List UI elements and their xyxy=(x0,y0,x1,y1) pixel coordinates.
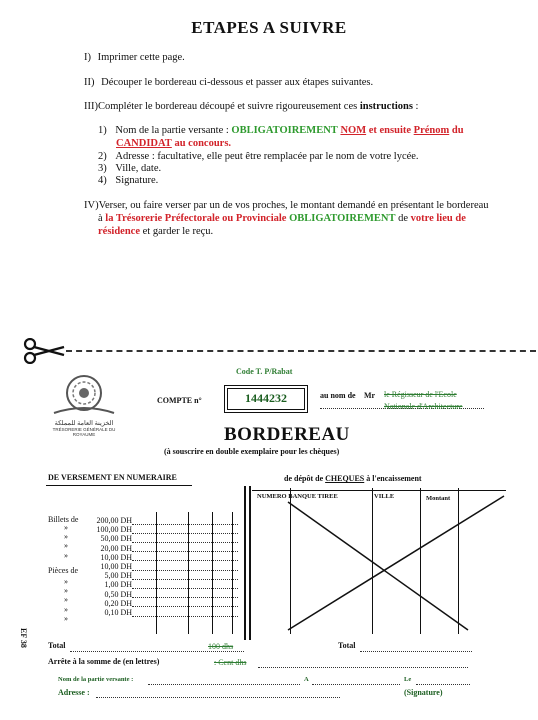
denomination: 10,00 DH xyxy=(100,552,132,562)
item-2-num: 2) xyxy=(98,151,107,162)
code-tp: Code T. P/Rabat xyxy=(236,367,293,376)
nom-partie-dots[interactable] xyxy=(148,684,300,685)
dashed-line xyxy=(66,350,536,352)
denomination: 200,00 DH xyxy=(96,516,132,525)
item-2-text: Adresse : facultative, elle peut être remplacée par le nom de votre lycée. xyxy=(115,151,419,162)
versement-text: DE VERSEMENT EN NUMERAIRE xyxy=(48,473,177,482)
depot-text-c: à l'encaissement xyxy=(364,474,422,483)
section-separator-left xyxy=(244,486,246,640)
ditto-5: » xyxy=(64,577,68,586)
item-4-text: Signature. xyxy=(115,175,159,186)
step-4-num: IV) xyxy=(84,200,99,211)
grid-row xyxy=(132,570,238,571)
step-2 xyxy=(84,76,373,89)
grid-row xyxy=(132,579,238,580)
item-1-num: 1) xyxy=(98,125,107,136)
le-label: Le xyxy=(404,676,412,683)
step-3-instructions: instructions xyxy=(359,101,413,112)
nom-partie-label: Nom de la partie versante : xyxy=(58,676,134,683)
step-4-tresorerie: la Trésorerie Préfectorale ou Provinciale xyxy=(105,213,287,224)
step-4-text-h: et garder le reçu. xyxy=(142,226,214,237)
billets-label: Billets de xyxy=(48,515,79,524)
grid-row xyxy=(132,551,238,552)
denomination: 20,00 DH xyxy=(100,543,132,553)
beneficiary-line2[interactable]: Nationale d'Architecture xyxy=(384,402,463,411)
logo-emblem-icon xyxy=(46,373,122,419)
grid-row xyxy=(132,542,238,543)
adresse-dots[interactable] xyxy=(96,697,340,698)
denomination: 50,00 DH xyxy=(100,534,132,544)
total-dots-left xyxy=(70,651,244,652)
total-dots-right xyxy=(360,651,472,652)
denomination-list xyxy=(80,516,132,617)
compte-box[interactable] xyxy=(224,385,308,413)
grid-col-4 xyxy=(232,512,233,634)
col-ville: VILLE xyxy=(374,493,395,500)
item-1-concours: au concours. xyxy=(174,137,232,149)
scissors-icon xyxy=(22,338,66,364)
bordereau-title: BORDEREAU xyxy=(224,424,350,445)
grid-row xyxy=(132,597,238,598)
item-3-text: Ville, date. xyxy=(115,163,162,174)
total-value[interactable]: 100 dhs xyxy=(208,642,234,651)
denomination: 10,00 DH xyxy=(100,562,132,572)
step-4-obligatoire: OBLIGATOIREMENT xyxy=(289,213,396,224)
beneficiary-line1[interactable]: le Régisseur de l'Ecole xyxy=(384,390,457,399)
compte-number: 1444232 xyxy=(245,391,287,405)
step-4-residence: résidence xyxy=(98,226,140,237)
grid-row xyxy=(132,606,238,607)
le-dots[interactable] xyxy=(416,684,470,685)
step-4-text-e: de xyxy=(398,213,409,224)
depot-cheques-header xyxy=(284,474,422,483)
grid-row xyxy=(132,588,238,589)
step-3-item-2 xyxy=(98,151,419,164)
bordereau-subtitle: (à souscrire en double exemplaire pour les chèques) xyxy=(164,447,340,456)
step-1-text: Imprimer cette page. xyxy=(97,52,185,63)
step-3-item-1 xyxy=(98,125,510,150)
a-dots[interactable] xyxy=(312,684,400,685)
versement-underline xyxy=(46,485,192,486)
step-3-item-3 xyxy=(98,163,161,176)
ditto-1: » xyxy=(64,523,68,532)
arrete-value[interactable]: : Cent dhs xyxy=(214,658,247,667)
ditto-6: » xyxy=(64,586,68,596)
item-1-candidat: CANDIDAT xyxy=(116,137,172,149)
cheque-cross-out xyxy=(252,490,508,636)
grid-col-3 xyxy=(212,512,213,634)
col-montant: Montant xyxy=(426,495,451,502)
adresse-label: Adresse : xyxy=(58,688,90,697)
step-4-lieu: votre lieu de xyxy=(410,213,466,224)
item-1-du: du xyxy=(451,125,464,136)
item-4-num: 4) xyxy=(98,175,107,186)
mr-label: Mr xyxy=(364,391,376,400)
ditto-column-pieces xyxy=(64,577,68,623)
step-1 xyxy=(84,51,185,64)
ditto-4: » xyxy=(64,550,68,560)
denomination: 1,00 DH xyxy=(104,580,132,590)
compte-label: COMPTE n° xyxy=(157,396,202,405)
ditto-2: » xyxy=(64,532,68,542)
denomination: 100,00 DH xyxy=(96,525,132,535)
logo-text-ar: الخزينة العامة للمملكة xyxy=(54,420,114,427)
depot-text-cheques: CHEQUES xyxy=(325,474,365,483)
section-separator-right xyxy=(249,486,251,640)
step-4-text-a: Verser, ou faire verser par un de vos proches, le montant demandé en présentant le bordereau xyxy=(98,200,489,211)
ditto-3: » xyxy=(64,541,68,551)
step-3 xyxy=(84,100,418,113)
versement-numeraire-header xyxy=(48,473,177,482)
pieces-label: Pièces de xyxy=(48,566,78,575)
au-nom-de-label: au nom de xyxy=(320,391,356,400)
denomination: 0,20 DH xyxy=(104,598,132,608)
arrete-dots xyxy=(258,667,468,668)
item-1-ensuite: et ensuite xyxy=(368,125,412,136)
item-1-nom: NOM xyxy=(340,125,367,136)
total-label-left: Total xyxy=(48,641,66,650)
a-label: A xyxy=(304,676,309,683)
item-1-text: Nom de la partie versante : xyxy=(115,125,232,136)
side-code-text: EF 38 xyxy=(19,628,28,648)
denomination: 0,50 DH xyxy=(104,589,132,599)
grid-row xyxy=(132,616,238,617)
item-3-num: 3) xyxy=(98,163,107,174)
denomination: 5,00 DH xyxy=(104,571,132,581)
ditto-7: » xyxy=(64,595,68,605)
step-4 xyxy=(84,199,510,238)
step-3-text-a: Compléter le bordereau découpé et suivre rigoureusement ces xyxy=(98,101,360,112)
col-numero-banque: NUMERO BANQUE TIREE xyxy=(257,493,338,500)
depot-text-a: de dépôt de xyxy=(284,474,326,483)
item-1-obligatoire: OBLIGATOIREMENT xyxy=(231,125,338,136)
grid-col-2 xyxy=(188,512,189,634)
signature-label: (Signature) xyxy=(404,688,443,697)
ditto-9: » xyxy=(64,613,68,623)
step-3-num: III) xyxy=(84,101,98,112)
logo-text-fr: TRÉSORERIE GÉNÉRALE DU ROYAUME xyxy=(52,427,116,437)
step-3-item-4 xyxy=(98,175,158,188)
side-code xyxy=(16,628,30,662)
step-4-text-b: à xyxy=(98,213,103,224)
grid-row xyxy=(132,560,238,561)
total-label-right: Total xyxy=(338,641,356,650)
numeraire-grid[interactable] xyxy=(132,516,238,628)
grid-col-1 xyxy=(156,512,157,634)
ditto-column xyxy=(64,523,68,560)
grid-row xyxy=(132,533,238,534)
page-title: ETAPES A SUIVRE xyxy=(191,18,347,37)
step-1-num: I) xyxy=(84,52,91,63)
step-2-num: II) xyxy=(84,77,95,88)
step-3-text-c: : xyxy=(412,101,419,112)
item-1-prenom: Prénom xyxy=(413,125,450,136)
arrete-label: Arrête à la somme de (en lettres) xyxy=(48,657,160,666)
ditto-8: » xyxy=(64,604,68,614)
denomination: 0,10 DH xyxy=(104,608,132,618)
tresorerie-logo xyxy=(46,373,122,437)
grid-row xyxy=(132,524,238,525)
step-2-text: Découper le bordereau ci-dessous et passer aux étapes suivantes. xyxy=(101,77,374,88)
